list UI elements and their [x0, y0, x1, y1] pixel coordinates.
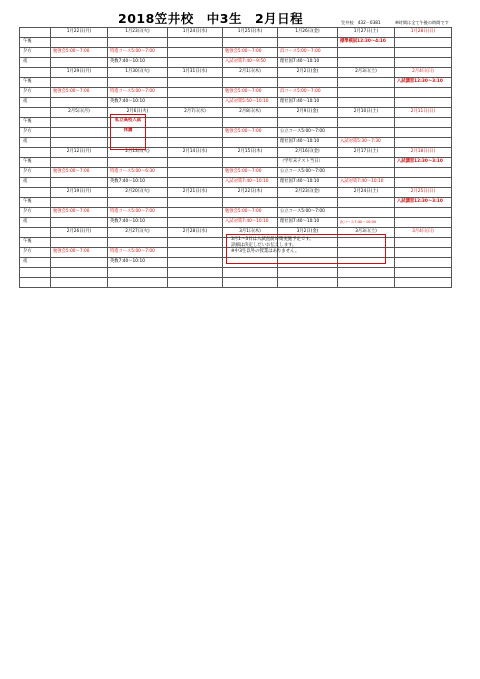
date-header: 1月30日(火): [108, 68, 168, 78]
date-header: 1月24日(水): [168, 28, 223, 38]
schedule-cell: [223, 118, 278, 128]
schedule-cell: [395, 88, 452, 98]
schedule-cell: 浜コース5:00～7:00: [278, 88, 338, 98]
schedule-cell: [223, 198, 278, 208]
schedule-cell: [168, 128, 223, 138]
schedule-cell: 理社国7:40～10:10: [278, 138, 338, 148]
empty-cell: [168, 268, 223, 278]
schedule-row-yugata: [20, 168, 452, 178]
date-header: 1月31日(水): [168, 68, 223, 78]
schedule-cell: [395, 48, 452, 58]
date-header: 1月27日(土): [338, 28, 395, 38]
date-row-spacer: [20, 148, 51, 158]
schedule-cell: [51, 138, 108, 148]
row-label: 夕方: [20, 208, 51, 218]
schedule-row-yoru: [20, 218, 452, 228]
schedule-cell: 勉強会5:00～7:00: [223, 128, 278, 138]
schedule-cell: [108, 158, 168, 168]
schedule-row-yoru: [20, 98, 452, 108]
week-date-row: [20, 188, 452, 198]
row-label: 夕方: [20, 88, 51, 98]
row-label: 夜: [20, 258, 51, 268]
schedule-cell: [168, 258, 223, 268]
schedule-cell: [395, 218, 452, 228]
empty-cell: [51, 268, 108, 278]
row-label: 午後: [20, 158, 51, 168]
schedule-cell: 英数7:40～10:10: [108, 218, 168, 228]
schedule-cell: [51, 238, 108, 248]
empty-row: [20, 268, 452, 278]
schedule-cell: [338, 208, 395, 218]
schedule-cell: 勉強会5:00～7:00: [51, 88, 108, 98]
schedule-cell: 英数7:40～10:10: [108, 178, 168, 188]
schedule-cell: [168, 238, 223, 248]
empty-cell: [338, 278, 395, 288]
date-header: 2月27日(火): [108, 228, 168, 238]
schedule-cell: 特進コース5:00～7:00: [108, 88, 168, 98]
empty-cell: [278, 268, 338, 278]
week-date-row: [20, 148, 452, 158]
notice-line-1: 3月1～3日は入試直前対策実施予定です。: [231, 237, 314, 242]
schedule-cell: [395, 138, 452, 148]
empty-cell: [223, 268, 278, 278]
date-header: 2月2日(金): [278, 68, 338, 78]
schedule-cell: 入試対策5:50～10:10: [223, 98, 278, 108]
date-header: 2月10日(土): [338, 108, 395, 118]
week-date-row: [20, 68, 452, 78]
schedule-cell: 英数7:40～10:10: [108, 258, 168, 268]
empty-row: [20, 278, 452, 288]
date-header: 1月29日(月): [51, 68, 108, 78]
date-row-spacer: [20, 28, 51, 38]
date-header: 2月24日(土): [338, 188, 395, 198]
date-header: 2月11日(日): [395, 108, 452, 118]
schedule-cell: 公立コース5:00～7:00: [278, 208, 338, 218]
date-header: 2月7日(水): [168, 108, 223, 118]
closure-label: 休講: [123, 128, 133, 133]
schedule-cell: 特進コース5:00～6:30: [108, 168, 168, 178]
schedule-cell: [223, 158, 278, 168]
schedule-cell: [168, 208, 223, 218]
schedule-cell: 勉強会5:00～7:00: [223, 88, 278, 98]
date-header: 1月25日(木): [223, 28, 278, 38]
date-header: 2月17日(土): [338, 148, 395, 158]
row-label: 午後: [20, 238, 51, 248]
empty-cell: [108, 268, 168, 278]
schedule-cell: [168, 158, 223, 168]
empty-cell: [338, 268, 395, 278]
schedule-cell: 入試対策7:40～9:50: [223, 58, 278, 68]
week-date-row: [20, 28, 452, 38]
schedule-cell: [338, 158, 395, 168]
schedule-cell: [168, 178, 223, 188]
schedule-cell: 英数7:40～10:10: [108, 98, 168, 108]
schedule-cell: [168, 118, 223, 128]
row-label: 夕方: [20, 248, 51, 258]
date-header: 2月15日(木): [223, 148, 278, 158]
schedule-cell: [51, 198, 108, 208]
schedule-cell: [223, 78, 278, 88]
date-header: 2月28日(水): [168, 228, 223, 238]
schedule-row-yoru: [20, 178, 452, 188]
schedule-cell: [395, 178, 452, 188]
empty-cell: [168, 278, 223, 288]
schedule-cell: [51, 178, 108, 188]
schedule-cell: [223, 38, 278, 48]
date-header: 3月1日(木): [223, 228, 278, 238]
schedule-cell: [168, 98, 223, 108]
schedule-row-gogo: [20, 78, 452, 88]
schedule-row-gogo: [20, 198, 452, 208]
schedule-cell: [108, 38, 168, 48]
date-header: 2月5日(月): [51, 108, 108, 118]
schedule-cell: [168, 198, 223, 208]
date-header: 2月21日(水): [168, 188, 223, 198]
schedule-cell: 勉強会5:00～7:00: [223, 208, 278, 218]
time-note: ※時間は全て午後の時間です: [395, 20, 449, 25]
schedule-cell: [168, 78, 223, 88]
date-header: 2月9日(金): [278, 108, 338, 118]
row-label: 夜: [20, 138, 51, 148]
schedule-cell: 特進コース5:00～7:00: [108, 248, 168, 258]
date-header: 2月22日(木): [223, 188, 278, 198]
schedule-cell: 入試対策7:40～10:10: [223, 218, 278, 228]
schedule-cell: [51, 218, 108, 228]
row-label: 午後: [20, 198, 51, 208]
schedule-cell: [51, 98, 108, 108]
schedule-cell: [51, 58, 108, 68]
schedule-cell: 入試講習12:30～3:10: [395, 198, 452, 208]
schedule-cell: 勉強会5:00～7:00: [51, 168, 108, 178]
schedule-cell: [51, 78, 108, 88]
row-label: 夜: [20, 178, 51, 188]
schedule-row-yoru: [20, 138, 452, 148]
date-header: 2月20日(火): [108, 188, 168, 198]
schedule-cell: 勉強会5:00～7:00: [51, 248, 108, 258]
date-header: 3月2日(金): [278, 228, 338, 238]
schedule-cell: [395, 58, 452, 68]
schedule-cell: [108, 78, 168, 88]
schedule-cell: 公立コース5:00～7:00: [278, 168, 338, 178]
schedule-cell: [395, 258, 452, 268]
date-header: 2月16日(金): [278, 148, 338, 158]
empty-cell: [395, 268, 452, 278]
schedule-cell: 勉強会5:00～7:00: [51, 208, 108, 218]
schedule-cell: [338, 168, 395, 178]
date-header: 2月25日(日): [395, 188, 452, 198]
empty-cell: [51, 278, 108, 288]
schedule-cell: [338, 58, 395, 68]
empty-cell: [108, 278, 168, 288]
schedule-cell: [395, 248, 452, 258]
schedule-cell: [168, 168, 223, 178]
schedule-cell: [278, 78, 338, 88]
schedule-cell: [338, 198, 395, 208]
date-row-spacer: [20, 228, 51, 238]
schedule-cell: [338, 88, 395, 98]
row-label: 夜: [20, 58, 51, 68]
schedule-cell: 特進コース5:00～7:00: [108, 48, 168, 58]
date-header: 2月1日(木): [223, 68, 278, 78]
schedule-cell: [168, 138, 223, 148]
date-header: 2月6日(火): [108, 108, 168, 118]
row-label: 夕方: [20, 168, 51, 178]
schedule-cell: 理社国7:40～10:10: [278, 218, 338, 228]
date-header: 1月23日(火): [108, 28, 168, 38]
row-label: 夜: [20, 218, 51, 228]
schedule-cell: 英数7:40～10:10: [108, 58, 168, 68]
schedule-cell: [168, 58, 223, 68]
date-row-spacer: [20, 188, 51, 198]
schedule-cell: [338, 78, 395, 88]
week-date-row: [20, 108, 452, 118]
row-label: 午後: [20, 78, 51, 88]
schedule-cell: [51, 158, 108, 168]
schedule-cell: 理社国7:40～10:10: [278, 58, 338, 68]
date-header: 3月4日(日): [395, 228, 452, 238]
row-label: 夜: [20, 98, 51, 108]
schedule-cell: 入試対策7:40～10:10: [338, 178, 395, 188]
empty-cell: [20, 268, 51, 278]
date-header: 2月26日(月): [51, 228, 108, 238]
schedule-cell: 入試対策5:30～7:30: [338, 138, 395, 148]
schedule-cell: [168, 48, 223, 58]
schedule-row-yugata: [20, 208, 452, 218]
schedule-cell: 特進コース5:00～7:00: [108, 208, 168, 218]
schedule-cell: 入試講習12:30～3:10: [395, 158, 452, 168]
empty-cell: [20, 278, 51, 288]
schedule-cell: [395, 208, 452, 218]
page-title: 2018笠井校 中3生 2月日程: [118, 11, 304, 26]
date-header: 3月3日(土): [338, 228, 395, 238]
date-header: 2月3日(土): [338, 68, 395, 78]
notice-box: [226, 234, 386, 264]
empty-cell: [223, 278, 278, 288]
schedule-cell: [338, 98, 395, 108]
schedule-cell: 理社国7:40～10:10: [278, 178, 338, 188]
schedule-cell: [338, 128, 395, 138]
date-header: 2月14日(水): [168, 148, 223, 158]
schedule-cell: [168, 88, 223, 98]
date-header: 2月19日(月): [51, 188, 108, 198]
schedule-cell: [223, 138, 278, 148]
empty-cell: [278, 278, 338, 288]
schedule-row-yugata: [20, 128, 452, 138]
schedule-cell: 浜コース5:00～7:00: [278, 48, 338, 58]
row-label: 夕方: [20, 48, 51, 58]
schedule-row-yoru: [20, 58, 452, 68]
schedule-cell: （学年末テスト当日）: [278, 158, 338, 168]
row-label: 夕方: [20, 128, 51, 138]
schedule-cell: [51, 258, 108, 268]
schedule-cell: [278, 118, 338, 128]
schedule-cell: 勉強会5:00～7:00: [223, 48, 278, 58]
schedule-cell: [51, 128, 108, 138]
schedule-cell: [338, 118, 395, 128]
schedule-cell: [51, 118, 108, 128]
schedule-cell: [278, 198, 338, 208]
schedule-row-yugata: [20, 88, 452, 98]
date-header: 1月28日(日): [395, 28, 452, 38]
schedule-cell: 浜コース7:40～10:00: [338, 218, 395, 228]
date-header: 2月18日(日): [395, 148, 452, 158]
schedule-cell: [168, 218, 223, 228]
schedule-row-gogo: [20, 158, 452, 168]
schedule-cell: [168, 248, 223, 258]
schedule-row-gogo: [20, 38, 452, 48]
schedule-cell: 公立コース5:00～7:00: [278, 128, 338, 138]
schedule-cell: [395, 98, 452, 108]
schedule-cell: [338, 48, 395, 58]
notice-line-2: 詳細は決定しだいお伝えします。: [231, 243, 297, 249]
school-phone: 笠井校 432－0381: [341, 20, 381, 25]
schedule-cell: [108, 238, 168, 248]
date-row-spacer: [20, 108, 51, 118]
schedule-cell: 勉強会5:00～7:00: [223, 168, 278, 178]
schedule-cell: [395, 128, 452, 138]
row-label: 午後: [20, 38, 51, 48]
schedule-cell: [168, 38, 223, 48]
schedule-cell: 標準模試12:30～4:10: [338, 38, 395, 48]
schedule-cell: 入試対策7:40～10:10: [223, 178, 278, 188]
closure-title: 私立高校入試: [114, 118, 142, 123]
date-row-spacer: [20, 68, 51, 78]
empty-cell: [395, 278, 452, 288]
date-header: 2月12日(月): [51, 148, 108, 158]
schedule-cell: [108, 198, 168, 208]
date-header: 1月26日(金): [278, 28, 338, 38]
schedule-cell: 入試講習12:30～3:10: [395, 78, 452, 88]
notice-line-3: ※中3生以外の授業はありません。: [231, 249, 300, 255]
row-label: 午後: [20, 118, 51, 128]
schedule-cell: [278, 38, 338, 48]
schedule-cell: [395, 38, 452, 48]
schedule-cell: 理社国7:40～10:10: [278, 98, 338, 108]
closure-notice-box: [110, 114, 146, 150]
date-header: 2月23日(金): [278, 188, 338, 198]
schedule-row-yugata: [20, 48, 452, 58]
date-header: 2月4日(日): [395, 68, 452, 78]
date-header: 1月22日(月): [51, 28, 108, 38]
schedule-row-gogo: [20, 118, 452, 128]
schedule-cell: [51, 38, 108, 48]
schedule-cell: 勉強会5:00～7:00: [51, 48, 108, 58]
schedule-cell: [395, 168, 452, 178]
schedule-cell: [395, 118, 452, 128]
date-header: 2月8日(木): [223, 108, 278, 118]
date-header: 2月13日(火): [108, 148, 168, 158]
schedule-cell: [395, 238, 452, 248]
